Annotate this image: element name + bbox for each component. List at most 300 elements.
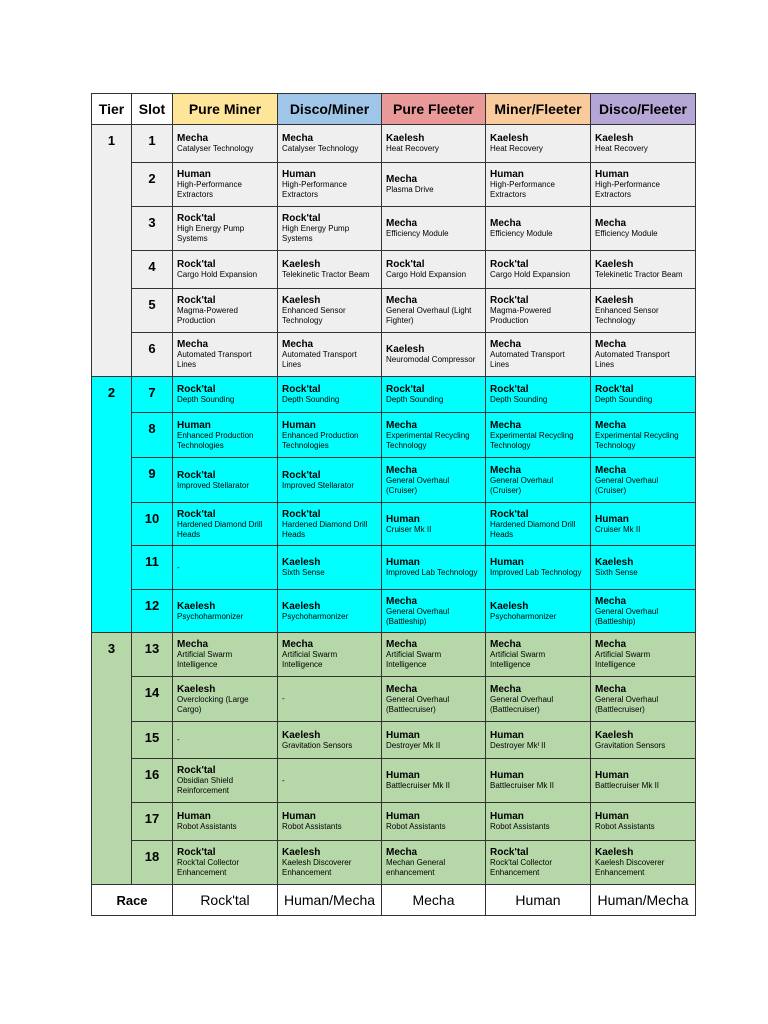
header-row bbox=[92, 94, 696, 125]
race-name: Human bbox=[595, 513, 629, 525]
race-name: Human bbox=[595, 770, 629, 781]
race-name: Rock'tal bbox=[490, 508, 529, 520]
tech-cell bbox=[278, 841, 382, 885]
tech-cell bbox=[591, 377, 696, 413]
race-name: Kaelesh bbox=[595, 133, 634, 144]
tech-name: Enhanced Production Technologies bbox=[282, 430, 359, 450]
tech-name: General Overhaul (Light Fighter) bbox=[386, 306, 472, 325]
race-name: Mecha bbox=[386, 683, 418, 695]
tech-name: Destroyer Mkᴵ II bbox=[490, 740, 546, 750]
tier-label: 1 bbox=[92, 125, 132, 377]
tech-table bbox=[91, 93, 696, 916]
race-name: Kaelesh bbox=[282, 847, 321, 858]
race-name: Rock'tal bbox=[282, 508, 321, 520]
race-name: Human bbox=[282, 419, 316, 431]
race-name: Rock'tal bbox=[282, 384, 321, 395]
tech-name: - bbox=[282, 694, 285, 703]
tech-name: Automated Transport Lines bbox=[595, 350, 670, 369]
tech-name: Gravitation Sensors bbox=[595, 740, 666, 750]
tech-cell bbox=[486, 333, 591, 377]
table-row bbox=[92, 333, 696, 377]
tech-cell bbox=[382, 803, 486, 841]
tech-name: General Overhaul (Cruiser) bbox=[386, 475, 450, 495]
race-footer-label: Race bbox=[92, 885, 173, 916]
tech-cell bbox=[278, 289, 382, 333]
table-row bbox=[92, 413, 696, 458]
table-row bbox=[92, 377, 696, 413]
tech-name: Depth Sounding bbox=[386, 395, 444, 404]
tech-cell bbox=[382, 207, 486, 251]
tech-cell bbox=[278, 251, 382, 289]
tech-cell bbox=[382, 251, 486, 289]
tech-name: High Energy Pump Systems bbox=[177, 224, 245, 243]
tech-cell bbox=[486, 458, 591, 503]
race-footer-value: Human/Mecha bbox=[591, 885, 696, 916]
header-slot: Slot bbox=[132, 94, 173, 125]
tech-name: Cruiser Mk II bbox=[595, 524, 641, 534]
tech-name: Psychoharmonizer bbox=[282, 611, 349, 621]
tech-cell bbox=[486, 841, 591, 885]
tech-cell bbox=[278, 677, 382, 722]
tech-cell bbox=[591, 251, 696, 289]
tech-cell bbox=[591, 289, 696, 333]
slot-number: 3 bbox=[132, 207, 173, 251]
tech-name: Rock'tal Collector Enhancement bbox=[177, 858, 239, 877]
tech-name: Automated Transport Lines bbox=[177, 350, 252, 369]
race-name: Mecha bbox=[386, 218, 418, 229]
tech-name: Catalyser Technology bbox=[177, 144, 254, 153]
table-row bbox=[92, 590, 696, 633]
tech-name: General Overhaul (Cruiser) bbox=[595, 475, 659, 495]
tech-cell bbox=[591, 413, 696, 458]
race-name: Rock'tal bbox=[177, 469, 216, 481]
tech-cell bbox=[382, 163, 486, 207]
race-name: Kaelesh bbox=[177, 600, 216, 612]
tech-cell bbox=[382, 633, 486, 677]
tier-label: 2 bbox=[92, 377, 132, 633]
tech-name: Hardened Diamond Drill Heads bbox=[177, 519, 263, 539]
tech-name: High-Performance Extractors bbox=[490, 180, 555, 199]
tech-name: General Overhaul (Battlecruiser) bbox=[490, 694, 554, 714]
slot-number: 16 bbox=[132, 759, 173, 803]
tech-name: Battlecruiser Mk II bbox=[595, 781, 660, 790]
race-name: Mecha bbox=[595, 639, 627, 650]
tech-name: - bbox=[282, 775, 285, 785]
tech-name: Depth Sounding bbox=[177, 395, 235, 404]
race-name: Mecha bbox=[282, 639, 314, 650]
tech-name: Telekinetic Tractor Beam bbox=[595, 270, 683, 279]
race-name: Kaelesh bbox=[282, 557, 321, 568]
table-row bbox=[92, 722, 696, 759]
race-name: Rock'tal bbox=[386, 384, 425, 395]
tech-name: Kaelesh Discoverer Enhancement bbox=[595, 858, 665, 877]
table-row bbox=[92, 677, 696, 722]
tech-cell bbox=[278, 125, 382, 163]
race-name: Rock'tal bbox=[282, 469, 321, 481]
slot-number: 13 bbox=[132, 633, 173, 677]
race-name: Mecha bbox=[177, 133, 209, 144]
race-footer-value: Human bbox=[486, 885, 591, 916]
tech-cell bbox=[486, 803, 591, 841]
tech-cell bbox=[486, 377, 591, 413]
tech-name: Depth Sounding bbox=[490, 395, 548, 404]
tech-cell bbox=[173, 803, 278, 841]
tech-cell bbox=[591, 841, 696, 885]
race-name: Human bbox=[490, 770, 524, 781]
tech-name: Hardened Diamond Drill Heads bbox=[282, 519, 368, 539]
table-row bbox=[92, 759, 696, 803]
tech-cell bbox=[591, 333, 696, 377]
tech-cell bbox=[486, 546, 591, 590]
tech-cell bbox=[173, 759, 278, 803]
tier-label: 3 bbox=[92, 633, 132, 885]
tech-name: Robot Assistants bbox=[177, 822, 237, 831]
tech-name: Kaelesh Discoverer Enhancement bbox=[282, 858, 352, 877]
tech-cell bbox=[382, 413, 486, 458]
tech-name: General Overhaul (Battleship) bbox=[386, 606, 450, 626]
tech-name: Depth Sounding bbox=[595, 395, 653, 404]
race-name: Human bbox=[386, 513, 420, 525]
tech-cell bbox=[382, 458, 486, 503]
tech-cell bbox=[486, 633, 591, 677]
tech-name: Magma-Powered Production bbox=[490, 306, 551, 325]
tech-cell bbox=[591, 803, 696, 841]
race-name: Mecha bbox=[490, 218, 522, 229]
tech-name: Sixth Sense bbox=[282, 568, 325, 577]
race-name: Mecha bbox=[595, 683, 627, 695]
tech-name: Efficiency Module bbox=[595, 229, 658, 238]
tech-name: Efficiency Module bbox=[490, 229, 553, 238]
race-name: Human bbox=[282, 811, 316, 822]
table-row bbox=[92, 163, 696, 207]
slot-number: 2 bbox=[132, 163, 173, 207]
tech-cell bbox=[278, 163, 382, 207]
tech-cell bbox=[173, 722, 278, 759]
tech-name: Neuromodal Compressor bbox=[386, 355, 476, 364]
tech-name: Experimental Recycling Technology bbox=[595, 430, 679, 450]
tech-name: Battlecruiser Mk II bbox=[386, 781, 451, 790]
race-name: Human bbox=[177, 169, 211, 180]
tech-name: Improved Lab Technology bbox=[490, 568, 582, 577]
race-name: Mecha bbox=[490, 339, 522, 350]
race-name: Rock'tal bbox=[177, 508, 216, 520]
tech-name: Robot Assistants bbox=[386, 822, 446, 831]
header-disco-miner: Disco/Miner bbox=[278, 94, 382, 125]
tech-name: Hardened Diamond Drill Heads bbox=[490, 519, 576, 539]
slot-number: 10 bbox=[132, 503, 173, 546]
tech-name: Depth Sounding bbox=[282, 395, 340, 404]
tech-name: Psychoharmonizer bbox=[490, 611, 557, 621]
tech-name: Cargo Hold Expansion bbox=[177, 270, 258, 279]
tech-cell bbox=[173, 207, 278, 251]
tech-cell bbox=[173, 546, 278, 590]
tech-cell bbox=[486, 759, 591, 803]
tech-name: General Overhaul (Battleship) bbox=[595, 606, 659, 626]
tech-name: Rock'tal Collector Enhancement bbox=[490, 858, 552, 877]
tech-name: Cruiser Mk II bbox=[386, 524, 432, 534]
race-name: Mecha bbox=[386, 295, 418, 306]
header-disco-fleeter: Disco/Fleeter bbox=[591, 94, 696, 125]
race-footer-value: Human/Mecha bbox=[278, 885, 382, 916]
table-row bbox=[92, 546, 696, 590]
race-name: Mecha bbox=[282, 133, 314, 144]
tech-name: High-Performance Extractors bbox=[177, 180, 242, 199]
tech-cell bbox=[486, 251, 591, 289]
header-tier: Tier bbox=[92, 94, 132, 125]
tech-cell bbox=[591, 546, 696, 590]
race-name: Mecha bbox=[386, 464, 418, 476]
race-footer-row bbox=[92, 885, 696, 916]
race-name: Rock'tal bbox=[177, 847, 216, 858]
tech-cell bbox=[486, 677, 591, 722]
race-name: Mecha bbox=[595, 339, 627, 350]
race-name: Mecha bbox=[386, 419, 418, 431]
slot-number: 12 bbox=[132, 590, 173, 633]
race-name: Kaelesh bbox=[490, 600, 529, 612]
tech-cell bbox=[591, 163, 696, 207]
tech-cell bbox=[591, 677, 696, 722]
tech-name: Overclocking (Large Cargo) bbox=[177, 694, 249, 714]
tech-cell bbox=[278, 333, 382, 377]
slot-number: 14 bbox=[132, 677, 173, 722]
table-row bbox=[92, 251, 696, 289]
race-name: Mecha bbox=[490, 639, 522, 650]
race-footer-value: Rock'tal bbox=[173, 885, 278, 916]
tech-cell bbox=[591, 503, 696, 546]
tech-cell bbox=[278, 377, 382, 413]
tech-cell bbox=[591, 125, 696, 163]
slot-number: 11 bbox=[132, 546, 173, 590]
header-pure-miner: Pure Miner bbox=[173, 94, 278, 125]
tech-cell bbox=[173, 377, 278, 413]
race-name: Kaelesh bbox=[386, 344, 425, 355]
tech-name: Improved Stellarator bbox=[177, 480, 250, 490]
race-name: Rock'tal bbox=[177, 213, 216, 224]
tech-cell bbox=[173, 633, 278, 677]
race-name: Human bbox=[386, 811, 420, 822]
race-name: Mecha bbox=[490, 419, 522, 431]
tech-cell bbox=[278, 413, 382, 458]
race-name: Human bbox=[595, 169, 629, 180]
tech-name: Psychoharmonizer bbox=[177, 611, 244, 621]
race-footer-value: Mecha bbox=[382, 885, 486, 916]
tech-name: Experimental Recycling Technology bbox=[490, 430, 574, 450]
tech-name: Robot Assistants bbox=[282, 822, 342, 831]
race-name: Rock'tal bbox=[490, 295, 529, 306]
tech-cell bbox=[382, 333, 486, 377]
race-name: Kaelesh bbox=[386, 133, 425, 144]
tech-cell bbox=[382, 841, 486, 885]
table-row bbox=[92, 841, 696, 885]
slot-number: 7 bbox=[132, 377, 173, 413]
tech-cell bbox=[591, 458, 696, 503]
tech-name: High Energy Pump Systems bbox=[282, 224, 350, 243]
tech-name: General Overhaul (Cruiser) bbox=[490, 475, 554, 495]
race-name: Kaelesh bbox=[595, 557, 634, 568]
tech-cell bbox=[173, 677, 278, 722]
race-name: Human bbox=[490, 557, 524, 568]
race-name: Kaelesh bbox=[282, 295, 321, 306]
tech-name: Artificial Swarm Intelligence bbox=[282, 650, 338, 669]
tech-cell bbox=[173, 841, 278, 885]
tech-name: Enhanced Production Technologies bbox=[177, 430, 254, 450]
race-name: Rock'tal bbox=[595, 384, 634, 395]
tech-name: Artificial Swarm Intelligence bbox=[386, 650, 442, 669]
tech-cell bbox=[382, 503, 486, 546]
tech-name: Battlecruiser Mk II bbox=[490, 781, 555, 790]
tech-cell bbox=[278, 207, 382, 251]
table-row bbox=[92, 503, 696, 546]
tech-cell bbox=[382, 125, 486, 163]
race-name: Human bbox=[282, 169, 316, 180]
tech-cell bbox=[486, 413, 591, 458]
race-name: Human bbox=[386, 557, 420, 568]
tech-cell bbox=[591, 207, 696, 251]
tech-name: Plasma Drive bbox=[386, 185, 434, 194]
tech-cell bbox=[382, 677, 486, 722]
header-miner-fleeter: Miner/Fleeter bbox=[486, 94, 591, 125]
tech-cell bbox=[278, 503, 382, 546]
race-name: Human bbox=[595, 811, 629, 822]
tech-cell bbox=[486, 125, 591, 163]
slot-number: 18 bbox=[132, 841, 173, 885]
tech-name: Cargo Hold Expansion bbox=[490, 270, 571, 279]
tech-name: - bbox=[177, 735, 180, 744]
race-name: Kaelesh bbox=[595, 259, 634, 270]
race-name: Rock'tal bbox=[490, 384, 529, 395]
race-name: Human bbox=[386, 770, 420, 781]
tech-name: Obsidian Shield Reinforcement bbox=[177, 776, 234, 795]
tech-cell bbox=[382, 546, 486, 590]
tech-name: Artificial Swarm Intelligence bbox=[490, 650, 546, 669]
tech-cell bbox=[278, 458, 382, 503]
tech-cell bbox=[591, 590, 696, 633]
tech-cell bbox=[382, 722, 486, 759]
race-name: Mecha bbox=[177, 339, 209, 350]
race-name: Mecha bbox=[490, 683, 522, 695]
race-name: Human bbox=[490, 729, 524, 741]
table-row bbox=[92, 289, 696, 333]
race-name: Human bbox=[177, 811, 211, 822]
race-name: Kaelesh bbox=[595, 729, 634, 741]
tech-name: Improved Lab Technology bbox=[386, 568, 478, 577]
tech-name: Artificial Swarm Intelligence bbox=[595, 650, 651, 669]
tech-cell bbox=[173, 413, 278, 458]
tech-name: General Overhaul (Battlecruiser) bbox=[386, 694, 450, 714]
tech-name: Enhanced Sensor Technology bbox=[595, 306, 659, 325]
tech-name: - bbox=[177, 562, 180, 572]
race-name: Mecha bbox=[595, 218, 627, 229]
tech-cell bbox=[173, 125, 278, 163]
table-row bbox=[92, 125, 696, 163]
tech-name: High-Performance Extractors bbox=[595, 180, 660, 199]
tech-name: Automated Transport Lines bbox=[490, 350, 565, 369]
race-name: Kaelesh bbox=[282, 600, 321, 612]
tech-name: Heat Recovery bbox=[386, 144, 439, 153]
race-name: Rock'tal bbox=[177, 259, 216, 270]
tech-cell bbox=[382, 289, 486, 333]
race-name: Human bbox=[490, 169, 524, 180]
table-row bbox=[92, 458, 696, 503]
table-row bbox=[92, 803, 696, 841]
table-row bbox=[92, 633, 696, 677]
slot-number: 1 bbox=[132, 125, 173, 163]
race-name: Kaelesh bbox=[595, 295, 634, 306]
slot-number: 8 bbox=[132, 413, 173, 458]
tech-name: Cargo Hold Expansion bbox=[386, 270, 467, 279]
race-name: Kaelesh bbox=[282, 259, 321, 270]
tech-cell bbox=[278, 590, 382, 633]
tech-name: Heat Recovery bbox=[490, 144, 543, 153]
race-name: Rock'tal bbox=[490, 847, 529, 858]
race-name: Mecha bbox=[386, 847, 418, 858]
race-name: Rock'tal bbox=[177, 295, 216, 306]
tech-name: Improved Stellarator bbox=[282, 480, 355, 490]
tech-cell bbox=[591, 722, 696, 759]
slot-number: 5 bbox=[132, 289, 173, 333]
tech-name: Automated Transport Lines bbox=[282, 350, 357, 369]
tech-name: Telekinetic Tractor Beam bbox=[282, 270, 370, 279]
tech-cell bbox=[486, 590, 591, 633]
tech-cell bbox=[486, 207, 591, 251]
race-name: Mecha bbox=[386, 174, 418, 185]
tech-cell bbox=[173, 251, 278, 289]
tech-name: Destroyer Mk II bbox=[386, 740, 441, 750]
tech-name: Artificial Swarm Intelligence bbox=[177, 650, 233, 669]
tech-cell bbox=[382, 590, 486, 633]
race-name: Kaelesh bbox=[490, 133, 529, 144]
tech-cell bbox=[173, 333, 278, 377]
slot-number: 15 bbox=[132, 722, 173, 759]
race-name: Mecha bbox=[595, 595, 627, 607]
race-name: Human bbox=[177, 419, 211, 431]
race-name: Kaelesh bbox=[282, 729, 321, 741]
tech-name: Efficiency Module bbox=[386, 229, 449, 238]
race-name: Mecha bbox=[282, 339, 314, 350]
race-name: Mecha bbox=[595, 419, 627, 431]
tech-cell bbox=[278, 759, 382, 803]
race-name: Mecha bbox=[490, 464, 522, 476]
tech-cell bbox=[486, 163, 591, 207]
race-name: Rock'tal bbox=[386, 259, 425, 270]
race-name: Mecha bbox=[595, 464, 627, 476]
tech-cell bbox=[278, 803, 382, 841]
tech-name: General Overhaul (Battlecruiser) bbox=[595, 694, 659, 714]
race-name: Mecha bbox=[177, 639, 209, 650]
tech-name: Robot Assistants bbox=[490, 822, 550, 831]
tech-cell bbox=[278, 546, 382, 590]
tech-cell bbox=[486, 722, 591, 759]
tech-name: Heat Recovery bbox=[595, 144, 648, 153]
slot-number: 4 bbox=[132, 251, 173, 289]
tech-name: Gravitation Sensors bbox=[282, 740, 353, 750]
tech-cell bbox=[278, 722, 382, 759]
tech-name: Mechan General enhancement bbox=[386, 858, 446, 877]
race-name: Kaelesh bbox=[177, 683, 216, 695]
tech-cell bbox=[486, 503, 591, 546]
race-name: Mecha bbox=[386, 639, 418, 650]
tech-cell bbox=[173, 458, 278, 503]
tech-cell bbox=[278, 633, 382, 677]
table-row bbox=[92, 207, 696, 251]
tech-cell bbox=[173, 289, 278, 333]
header-pure-fleeter: Pure Fleeter bbox=[382, 94, 486, 125]
race-name: Rock'tal bbox=[282, 213, 321, 224]
tech-name: Robot Assistants bbox=[595, 822, 655, 831]
tech-cell bbox=[486, 289, 591, 333]
tech-cell bbox=[382, 759, 486, 803]
tech-cell bbox=[591, 633, 696, 677]
